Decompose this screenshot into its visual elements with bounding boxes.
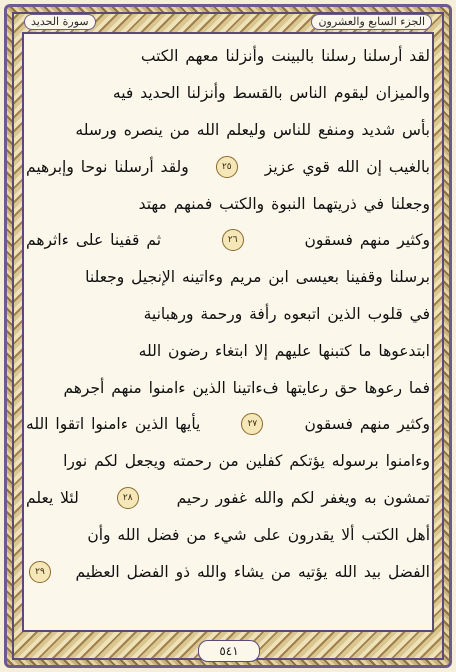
verse-text: لئلا يعلم	[26, 488, 79, 507]
verse-line	[26, 480, 430, 517]
verse-text: والميزان ليقوم الناس بالقسط وأنزلنا الحديد فيه	[112, 84, 430, 103]
verse-text: أهل الكتب ألا يقدرون على شيء من فضل الله وأن	[87, 525, 430, 544]
verse-text: الفضل بيد الله يؤتيه من يشاء والله ذو الفضل العظيم	[75, 562, 430, 581]
verse-line	[26, 222, 430, 259]
verse-text: ثم قفينا على ءاثرهم	[26, 231, 162, 250]
verse-text: يأيها الذين ءامنوا اتقوا الله	[26, 415, 201, 434]
surah-label: سورة الحديد	[24, 14, 96, 30]
page-header	[24, 13, 432, 31]
verse-text: ابتدعوها ما كتبنها عليهم إلا ابتغاء رضون الله	[138, 341, 430, 360]
ayah-number-marker: ٢٨	[117, 487, 139, 509]
verse-line	[26, 369, 430, 406]
verse-line	[26, 148, 430, 185]
verse-text: برسلنا وقفينا بعيسى ابن مريم وءاتينه الإنجيل وجعلنا	[85, 268, 430, 287]
verse-text: تمشون به ويغفر لكم والله غفور رحيم	[176, 488, 430, 507]
verse-text: في قلوب الذين اتبعوه رأفة ورحمة ورهبانية	[143, 304, 430, 323]
verse-text: وءامنوا برسوله يؤتكم كفلين من رحمته ويجعل لكم نورا	[63, 452, 430, 471]
verse-text: ولقد أرسلنا نوحا وإبرهيم	[26, 157, 189, 176]
verse-text: وجعلنا في ذريتهما النبوة والكتب فمنهم مهتد	[138, 194, 430, 213]
verse-text: بالغيب إن الله قوي عزيز	[264, 157, 430, 176]
ayah-number-marker: ٢٧	[241, 413, 263, 435]
juz-label: الجزء السابع والعشرون	[311, 14, 432, 30]
ayah-number-marker: ٢٥	[216, 156, 238, 178]
verse-line	[26, 406, 430, 443]
verse-text: بأس شديد ومنفع للناس وليعلم الله من ينصره ورسله	[75, 120, 430, 139]
verse-line	[26, 332, 430, 369]
verse-text: فما رعوها حق رعايتها فءاتينا الذين ءامنوا منهم أجرهم	[63, 378, 430, 397]
verse-line	[26, 185, 430, 222]
verse-line	[26, 38, 430, 75]
verse-text: وكثير منهم فسقون	[304, 231, 430, 250]
verse-lines	[26, 38, 430, 628]
verse-line	[26, 259, 430, 296]
verse-line	[26, 75, 430, 112]
verse-text: وكثير منهم فسقون	[304, 415, 430, 434]
ayah-number-marker: ٢٩	[29, 561, 51, 583]
verse-text: لقد أرسلنا رسلنا بالبينت وأنزلنا معهم الكتب	[140, 47, 430, 66]
page-number: ٥٤١	[198, 640, 260, 662]
ayah-number-marker: ٢٦	[222, 229, 244, 251]
verse-line	[26, 553, 430, 590]
verse-line	[26, 112, 430, 149]
verse-line	[26, 516, 430, 553]
verse-line	[26, 296, 430, 333]
verse-line	[26, 443, 430, 480]
